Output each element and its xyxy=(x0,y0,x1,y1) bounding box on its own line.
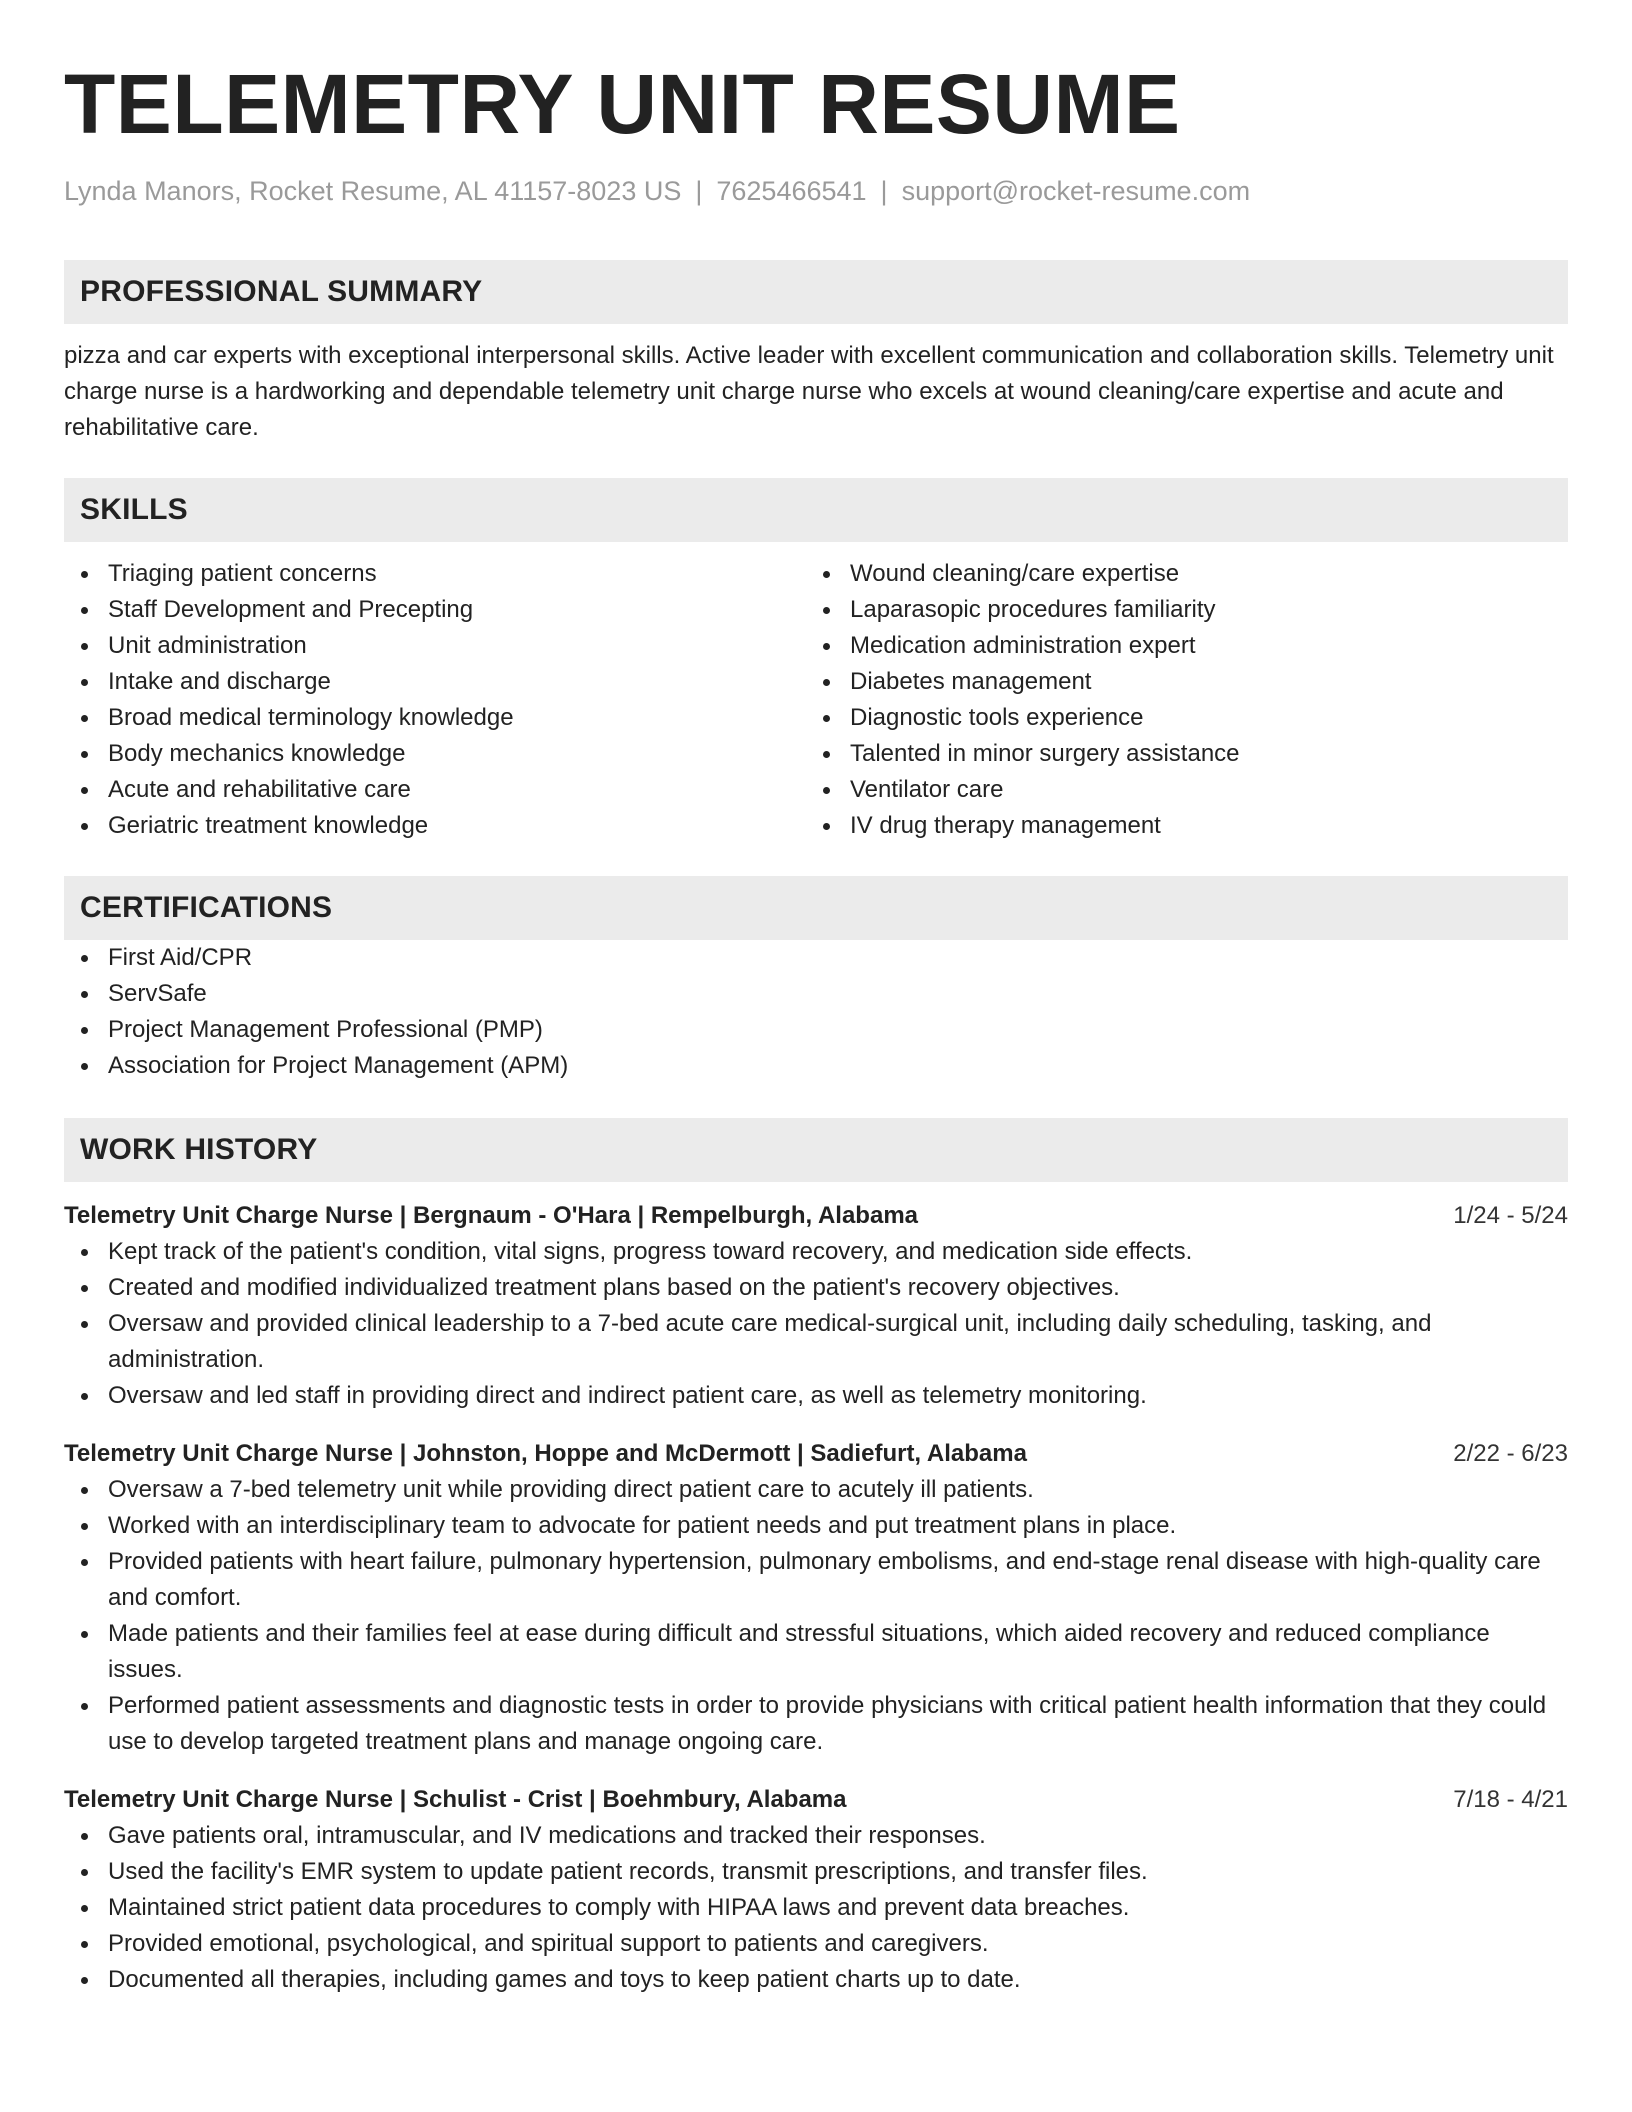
job-header xyxy=(64,1782,1568,1818)
skill-item: Triaging patient concerns xyxy=(64,556,806,592)
skill-item: Staff Development and Precepting xyxy=(64,592,806,628)
summary-text: pizza and car experts with exceptional interpersonal skills. Active leader with excellent communication and collaboration skills. Telemetry unit charge nurse is a hardworking and dependable telemetry unit charge nurse who excels at wound cleaning/care expertise and acute and rehabilitative care. xyxy=(64,342,1554,441)
job-duties xyxy=(64,1818,1568,1998)
job-dates: 2/22 - 6/23 xyxy=(1453,1440,1568,1467)
job-duty: Provided emotional, psychological, and spiritual support to patients and caregivers. xyxy=(64,1926,1568,1962)
skill-item: Medication administration expert xyxy=(806,628,1548,664)
skill-item: Body mechanics knowledge xyxy=(64,736,806,772)
contact-separator: | xyxy=(695,176,703,206)
certifications-list xyxy=(64,940,1568,1084)
job-duty: Created and modified individualized treatment plans based on the patient's recovery objectives. xyxy=(64,1270,1568,1306)
skill-item: Broad medical terminology knowledge xyxy=(64,700,806,736)
contact-line xyxy=(64,174,1568,208)
job-duty: Made patients and their families feel at ease during difficult and stressful situations, which aided recovery and reduced compliance issues. xyxy=(64,1616,1568,1688)
skill-item: Unit administration xyxy=(64,628,806,664)
job-duties xyxy=(64,1472,1568,1760)
resume-title: TELEMETRY UNIT RESUME xyxy=(64,57,1181,151)
certification-item: First Aid/CPR xyxy=(64,940,1568,976)
certification-item: Project Management Professional (PMP) xyxy=(64,1012,1568,1048)
contact-phone: 7625466541 xyxy=(716,176,867,206)
skill-item: Intake and discharge xyxy=(64,664,806,700)
job-title: Telemetry Unit Charge Nurse | Bergnaum - O'Hara | Rempelburgh, Alabama xyxy=(64,1202,919,1229)
skills-grid xyxy=(64,556,1568,844)
skill-item: Geriatric treatment knowledge xyxy=(64,808,806,844)
skill-item: Diagnostic tools experience xyxy=(806,700,1548,736)
certification-item: Association for Project Management (APM) xyxy=(64,1048,1568,1084)
job-duty: Provided patients with heart failure, pulmonary hypertension, pulmonary embolisms, and end-stage renal disease with high-quality care and comfort. xyxy=(64,1544,1568,1616)
skill-item: IV drug therapy management xyxy=(806,808,1548,844)
job-dates: 7/18 - 4/21 xyxy=(1453,1786,1568,1813)
job-header xyxy=(64,1198,1568,1234)
job-duty: Used the facility's EMR system to update patient records, transmit prescriptions, and transfer files. xyxy=(64,1854,1568,1890)
job-duty: Documented all therapies, including games and toys to keep patient charts up to date. xyxy=(64,1962,1568,1998)
skills-list-right xyxy=(806,556,1548,844)
skill-item: Diabetes management xyxy=(806,664,1548,700)
summary-heading: PROFESSIONAL SUMMARY xyxy=(64,260,1568,324)
contact-email: support@rocket-resume.com xyxy=(901,176,1251,206)
skill-item: Talented in minor surgery assistance xyxy=(806,736,1548,772)
job-entry xyxy=(64,1436,1568,1760)
job-duty: Gave patients oral, intramuscular, and IV medications and tracked their responses. xyxy=(64,1818,1568,1854)
job-entry xyxy=(64,1782,1568,1998)
job-duty: Oversaw and provided clinical leadership to a 7-bed acute care medical-surgical unit, including daily scheduling, tasking, and administration. xyxy=(64,1306,1568,1378)
job-duty: Performed patient assessments and diagnostic tests in order to provide physicians with critical patient health information that they could use to develop targeted treatment plans and manage ongoing care. xyxy=(64,1688,1568,1760)
skills-heading: SKILLS xyxy=(64,478,1568,542)
job-dates: 1/24 - 5/24 xyxy=(1453,1202,1568,1229)
job-header xyxy=(64,1436,1568,1472)
job-title: Telemetry Unit Charge Nurse | Schulist - Crist | Boehmbury, Alabama xyxy=(64,1786,847,1813)
skill-item: Laparasopic procedures familiarity xyxy=(806,592,1548,628)
skill-item: Wound cleaning/care expertise xyxy=(806,556,1548,592)
job-entry xyxy=(64,1198,1568,1414)
job-title: Telemetry Unit Charge Nurse | Johnston, Hoppe and McDermott | Sadiefurt, Alabama xyxy=(64,1440,1027,1467)
job-duty: Worked with an interdisciplinary team to advocate for patient needs and put treatment plans in place. xyxy=(64,1508,1568,1544)
job-duty: Oversaw and led staff in providing direct and indirect patient care, as well as telemetry monitoring. xyxy=(64,1378,1568,1414)
job-duty: Kept track of the patient's condition, vital signs, progress toward recovery, and medication side effects. xyxy=(64,1234,1568,1270)
job-duty: Oversaw a 7-bed telemetry unit while providing direct patient care to acutely ill patients. xyxy=(64,1472,1568,1508)
job-duty: Maintained strict patient data procedures to comply with HIPAA laws and prevent data breaches. xyxy=(64,1890,1568,1926)
work-history-heading: WORK HISTORY xyxy=(64,1118,1568,1182)
job-duties xyxy=(64,1234,1568,1414)
contact-separator: | xyxy=(880,176,888,206)
certification-item: ServSafe xyxy=(64,976,1568,1012)
skill-item: Acute and rehabilitative care xyxy=(64,772,806,808)
skill-item: Ventilator care xyxy=(806,772,1548,808)
contact-address: Lynda Manors, Rocket Resume, AL 41157-8023 US xyxy=(64,176,682,206)
skills-list-left xyxy=(64,556,806,844)
certifications-heading: CERTIFICATIONS xyxy=(64,876,1568,940)
